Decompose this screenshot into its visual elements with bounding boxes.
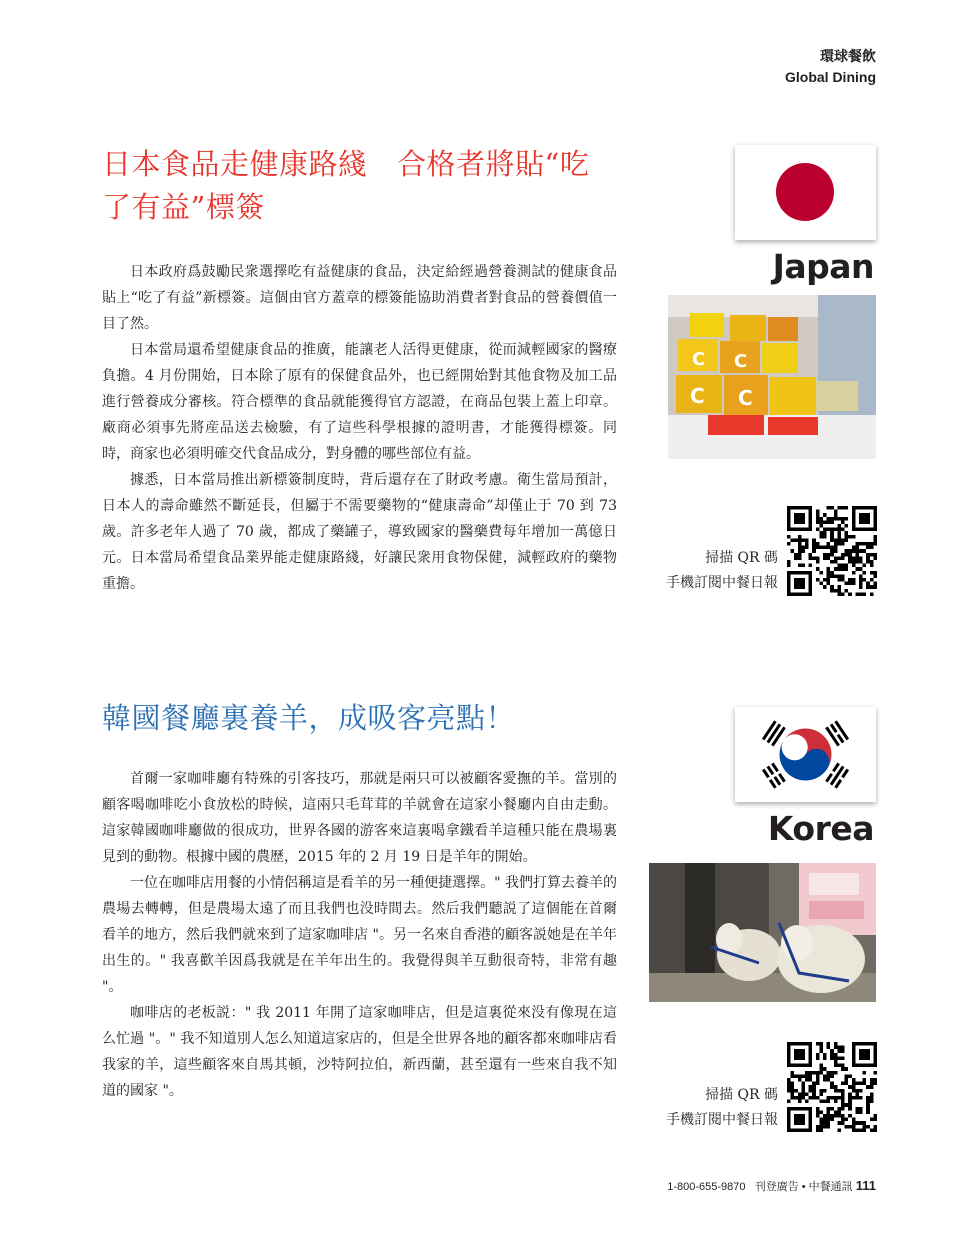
japan-health-food-photo [668,295,876,459]
japan-headline-line-2: 了有益”標簽 [102,190,265,224]
section-title-english: Global Dining [785,69,876,85]
japan-qr-caption [666,546,778,596]
footer-phone: 1-800-655-9870 [667,1181,746,1193]
korea-qr-caption [666,1083,778,1133]
svg-text:C: C [690,384,705,408]
korea-qr-code[interactable] [787,1042,877,1132]
japan-qr-code[interactable] [787,506,877,596]
korea-paragraph-1: 首爾一家咖啡廳有特殊的引客技巧，那就是兩只可以被顧客愛撫的羊。當別的顧客喝咖啡吃小食放松的時候，這兩只毛茸茸的羊就會在這家小餐廳内自由走動。這家韓國咖啡廳做的很成功，世界各國的游客來這裏喝拿鐵看羊這種只能在農場裏見到的動物。根據中國的農歷，2015 年的 2 月 19 日是羊年的開始。 [102,771,617,865]
japan-qr-caption-line-1: 掃描 QR 碼 [705,550,778,566]
japan-article-body [102,259,617,597]
japan-paragraph-1: 日本政府爲鼓勵民衆選擇吃有益健康的食品，決定給經過營養測試的健康食品貼上“吃了有益”新標簽。這個由官方蓋章的標簽能協助消費者對食品的營養價值一目了然。 [102,264,617,332]
korea-flag-graphic [735,707,876,802]
korea-paragraph-2: 一位在咖啡店用餐的小情侶稱這是看羊的另一種便捷選擇。" 我們打算去養羊的農場去轉轉，但是農場太遠了而且我們也没時間去。然后我們聽説了這個能在首爾看羊的地方，然后我們就來到了這家咖啡店 "。另一名來自香港的顧客説她是在羊年出生的。" 我喜歡羊因爲我就是在羊年出生的。我覺得與羊互動很奇特，非常有趣 "。 [102,875,617,995]
korea-article-body [102,766,617,1104]
svg-text:C: C [738,386,753,410]
japan-paragraph-2: 日本當局還希望健康食品的推廣，能讓老人活得更健康，從而減輕國家的醫療負擔。4 月份開始，日本除了原有的保健食品外，也已經開始對其他食物及加工品進行營養成分審核。符合標準的食品就能獲得官方認證，在商品包裝上蓋上印章。廠商必須事先將産品送去檢驗，有了這些科學根據的證明書，才能獲得標簽。同時，商家也必須明確交代食品成分，對身體的哪些部位有益。 [102,342,617,462]
section-title-chinese: 環球餐飲 [820,49,876,65]
korea-qr-caption-line-1: 掃描 QR 碼 [705,1087,778,1103]
korea-paragraph-3: 咖啡店的老板説：" 我 2011 年開了這家咖啡店，但是這裏從來没有像現在這么忙過 "。" 我不知道別人怎么知道這家店的，但是全世界各地的顧客都來咖啡店看我家的羊，這些顧客來自馬其頓，沙特阿拉伯，新西蘭，甚至還有一些來自我不知道的國家 "。 [102,1005,617,1099]
japan-headline [102,143,632,229]
japan-flag [735,145,876,240]
svg-text:C: C [734,351,748,372]
japan-flag-graphic [735,145,876,240]
japan-headline-line-1: 日本食品走健康路綫 合格者將貼“吃 [102,147,590,181]
japan-country-label: Japan [772,247,874,286]
svg-text:C: C [692,349,706,370]
korea-flag [735,707,876,802]
korea-sheep-cafe-photo [649,863,876,1002]
page-footer [667,1178,876,1195]
korea-qr-caption-line-2: 手機訂閱中餐日報 [666,1112,778,1128]
footer-text: 刊登廣告 • 中餐通訊 [754,1181,853,1193]
korea-country-label: Korea [767,809,874,848]
japan-paragraph-3: 據悉，日本當局推出新標簽制度時，背后還存在了財政考慮。衛生當局預計，日本人的壽命雖然不斷延長，但屬于不需要藥物的“健康壽命”却僅止于 70 到 73 歲。許多老年人過了 70 歲，都成了藥罐子，導致國家的醫藥費每年增加一萬億日元。日本當局希望食品業界能走健康路綫，好讓民衆用食物保健，減輕政府的藥物重擔。 [102,472,617,592]
page-number: 111 [855,1178,876,1193]
korea-headline: 韓國餐廳裏養羊，成吸客亮點！ [102,701,516,735]
japan-qr-caption-line-2: 手機訂閱中餐日報 [666,575,778,591]
japan-flag-sun [776,163,834,221]
